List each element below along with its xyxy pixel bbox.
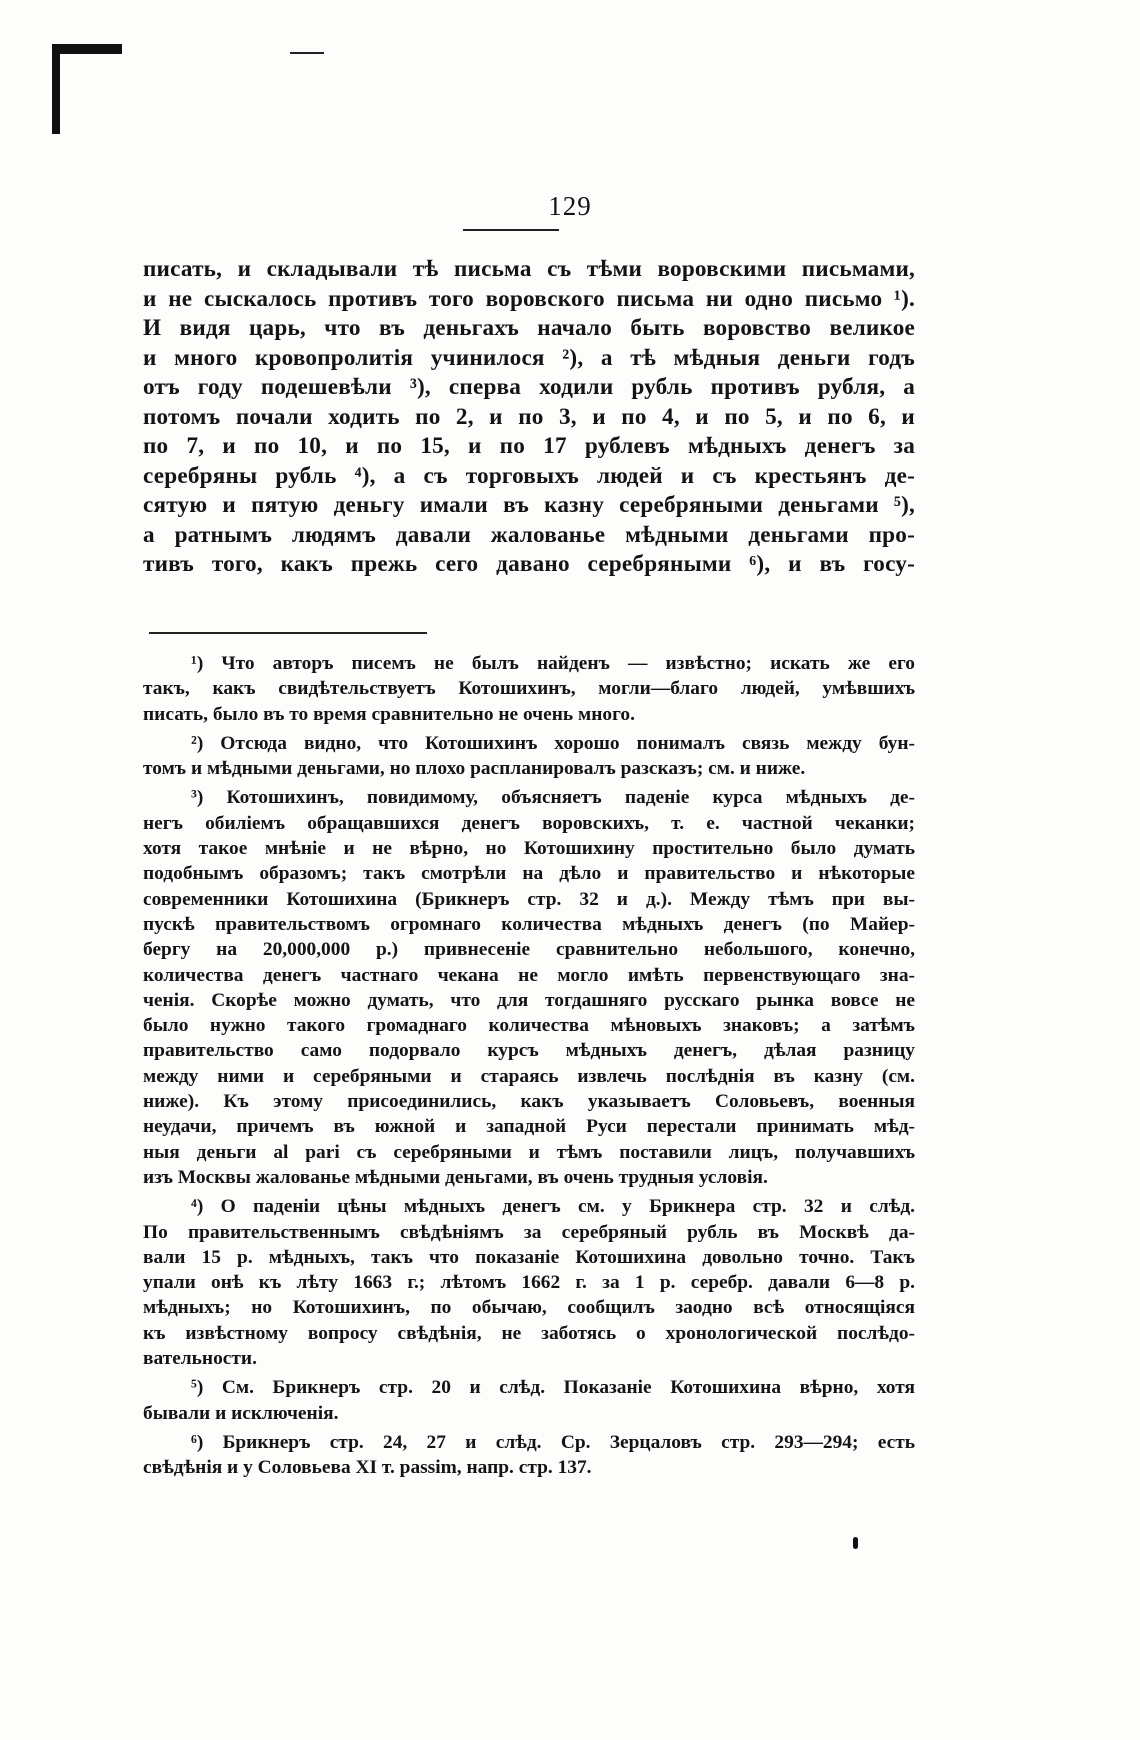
footnote-line: свѣдѣнія и у Соловьева XI т. passim, напр. стр. 137. [143, 1457, 592, 1479]
footnotes [143, 651, 915, 1485]
footnote-line: упали онѣ къ лѣту 1663 г.; лѣтомъ 1662 г. за 1 р. серебр. давали 6—8 р. [143, 1272, 915, 1294]
footnote-1 [143, 651, 915, 727]
main-text-line: тивъ того, какъ прежь сего давано серебряными ⁶), и въ госу- [143, 551, 915, 577]
footnote-3 [143, 785, 915, 1190]
footnote-line: По правительственнымъ свѣдѣніямъ за серебряный рубль въ Москвѣ да- [143, 1221, 915, 1243]
footnote-line: ²) Отсюда видно, что Котошихинъ хорошо понималъ связь между бун- [191, 732, 915, 754]
footnote-line: томъ и мѣдными деньгами, но плохо распланировалъ разсказъ; см. и ниже. [143, 758, 806, 780]
page-number-rule [463, 229, 559, 231]
footnote-line: такъ, какъ свидѣтельствуетъ Котошихинъ, могли—благо людей, умѣвшихъ [143, 678, 915, 700]
main-text-line: сятую и пятую деньгу имали въ казну серебряными деньгами ⁵), [143, 492, 915, 518]
footnote-line: изъ Москвы жалованье мѣдными деньгами, въ очень трудныя условія. [143, 1166, 768, 1188]
main-text-line: отъ году подешевѣли ³), сперва ходили рубль противъ рубля, а [143, 374, 915, 400]
main-text [143, 255, 915, 580]
main-text-line: И видя царь, что въ деньгахъ начало быть воровство великое [143, 315, 915, 341]
footnote-line: современники Котошихина (Брикнеръ стр. 32 и д.). Между тѣмъ при вы- [143, 888, 915, 910]
footnote-line: пускѣ правительствомъ огромнаго количества мѣдныхъ денегъ (по Майер- [143, 913, 915, 935]
footnote-line: ченія. Скорѣе можно думать, что для тогдашняго русскаго рынка вовсе не [143, 989, 915, 1011]
footnote-line: ⁵) См. Брикнеръ стр. 20 и слѣд. Показаніе Котошихина вѣрно, хотя [191, 1377, 915, 1399]
scan-artifact [290, 52, 324, 54]
main-text-line: серебряны рубль ⁴), а съ торговыхъ людей и съ крестьянъ де- [143, 462, 915, 489]
footnote-4 [143, 1194, 915, 1371]
scan-corner-mark [52, 44, 122, 134]
footnote-line: между ними и серебряными и стараясь извлечь послѣднія въ казну (см. [143, 1065, 915, 1087]
footnote-line: бывали и исключенія. [143, 1402, 339, 1424]
page-number: 129 [548, 191, 592, 221]
main-text-line: потомъ почали ходить по 2, и по 3, и по 4, и по 5, и по 6, и [143, 403, 915, 430]
footnote-line: ¹) Что авторъ писемъ не былъ найденъ — извѣстно; искать же его [191, 653, 915, 674]
footnote-line: неудачи, причемъ въ южной и западной Руси перестали принимать мѣд- [143, 1116, 915, 1138]
footnote-line: ныя деньги al pari съ серебряными и тѣмъ поставили лицъ, получавшихъ [143, 1141, 915, 1163]
main-text-line: и не сыскалось противъ того воровского письма ни одно письмо ¹). [143, 285, 915, 312]
scan-artifact [853, 1537, 858, 1549]
footnote-5 [143, 1375, 915, 1426]
main-text-line: по 7, и по 10, и по 15, и по 17 рублевъ мѣдныхъ денегъ за [143, 433, 915, 459]
footnote-line: ³) Котошихинъ, повидимому, объясняетъ паденіе курса мѣдныхъ де- [191, 787, 915, 809]
footnote-line: подобнымъ образомъ; такъ смотрѣли на дѣло и правительство и нѣкоторые [143, 863, 915, 885]
footnote-line: бергу на 20,000,000 р.) привнесеніе сравнительно небольшого, конечно, [143, 939, 915, 961]
footnote-2 [143, 731, 915, 782]
footnote-line: вали 15 р. мѣдныхъ, такъ что показаніе Котошихина довольно точно. Такъ [143, 1246, 915, 1268]
footnote-line: писать, было въ то время сравнительно не очень много. [143, 703, 635, 725]
footnote-6 [143, 1430, 915, 1481]
footnote-separator [149, 632, 427, 634]
footnote-line: къ извѣстному вопросу свѣдѣнія, не заботясь о хронологической послѣдо- [143, 1322, 915, 1344]
footnote-line: вательности. [143, 1348, 257, 1370]
footnote-line: ⁶) Брикнеръ стр. 24, 27 и слѣд. Ср. Зерцаловъ стр. 293—294; есть [191, 1431, 915, 1453]
footnote-line: мѣдныхъ; но Котошихинъ, по обычаю, сообщилъ заодно всѣ относящіяся [143, 1297, 915, 1319]
footnote-line: негъ обиліемъ обращавшихся денегъ воровскихъ, т. е. частной чеканки; [143, 812, 915, 834]
footnote-line: было нужно такого громаднаго количества мѣновыхъ знаковъ; а затѣмъ [143, 1015, 915, 1037]
footnote-line: правительство само подорвало курсъ мѣдныхъ денегъ, дѣлая разницу [143, 1040, 915, 1062]
footnote-line: количества денегъ частнаго чекана не могло имѣть первенствующаго зна- [143, 964, 915, 986]
main-text-line: писать, и складывали тѣ письма съ тѣми воровскими письмами, [143, 256, 915, 282]
main-text-line: а ратнымъ людямъ давали жалованье мѣдными деньгами про- [143, 521, 915, 548]
footnote-line: ⁴) О паденіи цѣны мѣдныхъ денегъ см. у Брикнера стр. 32 и слѣд. [191, 1196, 915, 1218]
footnote-line: ниже). Къ этому присоединились, какъ указываетъ Соловьевъ, военныя [143, 1091, 915, 1113]
main-text-line: и много кровопролитія учинилося ²), а тѣ мѣдныя деньги годъ [143, 344, 915, 371]
footnote-line: хотя такое мнѣніе и не вѣрно, но Котошихину простительно было думать [143, 838, 915, 860]
